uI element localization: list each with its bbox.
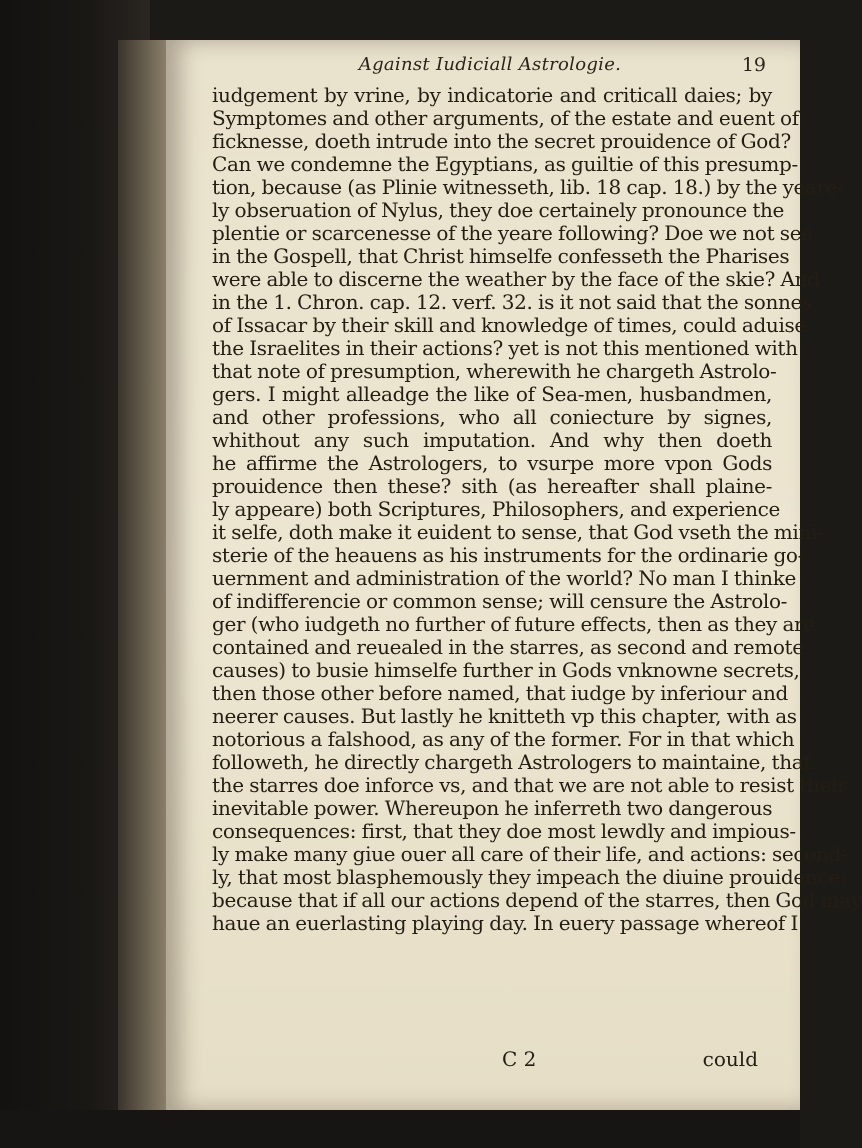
page-footer [212, 1047, 772, 1071]
text-line: and other professions, who all coniecture by signes, [212, 405, 772, 429]
text-line: plentie or scarcenesse of the yeare following? Doe we not see [212, 221, 813, 245]
text-line: that note of presumption, wherewith he chargeth Astrolo- [212, 359, 777, 383]
text-line: ly appeare) both Scriptures, Philosophers, and experience [212, 497, 780, 521]
text-line: tion, because (as Plinie witnesseth, lib. 18 cap. 18.) by the yeare- [212, 175, 844, 199]
text-line: ficknesse, doeth intrude into the secret prouidence of God? [212, 129, 791, 153]
text-line: in the 1. Chron. cap. 12. verf. 32. is it not said that the sonnes [212, 290, 812, 314]
body-text [212, 83, 862, 935]
signature-mark: C 2 [502, 1047, 537, 1071]
text-line: ly obseruation of Nylus, they doe certainely pronounce the [212, 198, 785, 222]
text-line: whithout any such imputation. And why then doeth [212, 428, 772, 452]
text-line: ly, that most blasphemously they impeach the diuine prouidence: [212, 865, 847, 889]
text-line: of indifferencie or common sense; will censure the Astrolo- [212, 589, 788, 613]
page-header [210, 54, 766, 84]
text-line: sterie of the heauens as his instruments for the ordinarie go- [212, 543, 804, 567]
text-line: in the Gospell, that Christ himselfe confesseth the Pharises [212, 244, 790, 268]
text-line: prouidence then these? sith (as hereafter shall plaine- [212, 474, 772, 498]
scan-bottom-border [0, 1110, 800, 1148]
text-line: contained and reuealed in the starres, as second and remote [212, 635, 804, 659]
text-line: neerer causes. But lastly he knitteth vp this chapter, with as [212, 704, 797, 728]
text-line: followeth, he directly chargeth Astrologers to maintaine, that [212, 750, 811, 774]
catchword: could [702, 1047, 758, 1071]
page-number: 19 [741, 54, 766, 76]
text-line: were able to discerne the weather by the face of the skie? And [212, 267, 820, 291]
text-line: gers. I might alleadge the like of Sea-men, husbandmen, [212, 382, 772, 406]
text-line: haue an euerlasting playing day. In euery passage whereof I [212, 911, 799, 935]
text-line: it selfe, doth make it euident to sense, that God vseth the mini- [212, 520, 824, 544]
text-line: iudgement by vrine, by indicatorie and criticall daies; by [212, 83, 772, 107]
text-line: then those other before named, that iudge by inferiour and [212, 681, 788, 705]
text-line: consequences: first, that they doe most lewdly and impious- [212, 819, 796, 843]
text-line: causes) to busie himselfe further in Gods vnknowne secrets, [212, 658, 800, 682]
text-line: the Israelites in their actions? yet is not this mentioned with [212, 336, 798, 360]
text-line: Can we condemne the Egyptians, as guiltie of this presump- [212, 152, 798, 176]
text-line: notorious a falshood, as any of the former. For in that which [212, 727, 795, 751]
running-title: Against Iudiciall Astrologie. [358, 54, 622, 75]
text-line: he affirme the Astrologers, to vsurpe more vpon Gods [212, 451, 772, 475]
text-line: of Issacar by their skill and knowledge of times, could aduise [212, 313, 806, 337]
text-line: the starres doe inforce vs, and that we are not able to resist their [212, 773, 847, 797]
text-line: ger (who iudgeth no further of future effects, then as they are [212, 612, 815, 636]
text-line: inevitable power. Whereupon he inferreth two dangerous [212, 796, 773, 820]
text-line: uernment and administration of the world? No man I thinke [212, 566, 796, 590]
text-line: ly make many giue ouer all care of their life, and actions: second- [212, 842, 848, 866]
text-line: Symptomes and other arguments, of the estate and euent of [212, 106, 799, 130]
text-line: because that if all our actions depend of the starres, then God may [212, 888, 862, 912]
